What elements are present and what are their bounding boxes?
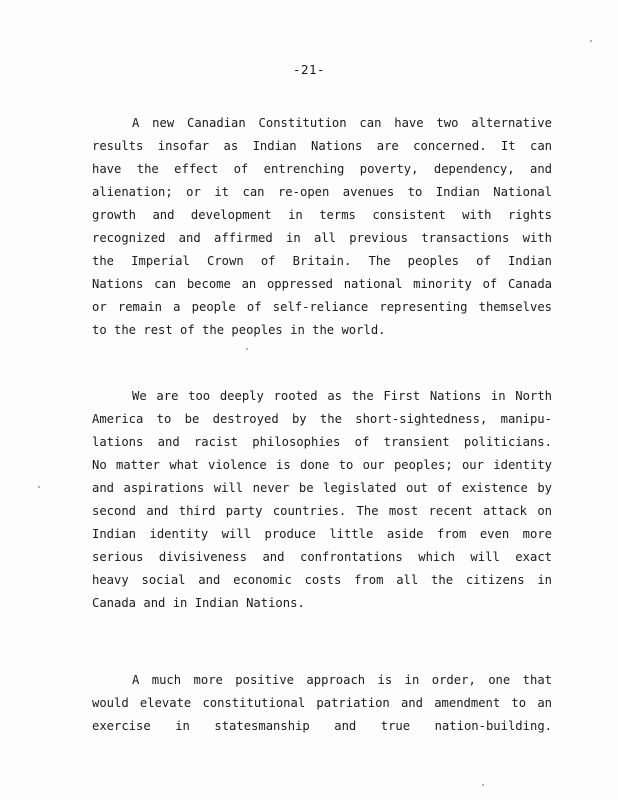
text-line: to the rest of the peoples in the world.: [92, 323, 386, 337]
text-line: No matter what violence is done to our peoples; our identity: [92, 458, 552, 472]
text-line: A new Canadian Constitution can have two alternative: [132, 116, 552, 130]
scan-speck: [38, 486, 40, 488]
scan-speck: [246, 348, 248, 350]
text-line: Indian identity will produce little aside from even more: [92, 527, 552, 541]
text-line: America to be destroyed by the short-sightedness, manipu-: [92, 412, 552, 426]
text-line: and aspirations will never be legislated out of existence by: [92, 481, 552, 495]
scan-speck: [482, 784, 484, 786]
text-line: alienation; or it can re-open avenues to Indian National: [92, 185, 552, 199]
text-line: or remain a people of self-reliance representing themselves: [92, 300, 552, 314]
paragraph-constitution-results: [92, 112, 552, 342]
page-number: -21-: [292, 62, 326, 77]
text-line: the Imperial Crown of Britain. The peoples of Indian: [92, 254, 552, 268]
text-line: A much more positive approach is in order, one that: [132, 673, 552, 687]
text-line: heavy social and economic costs from all the citizens in: [92, 573, 552, 587]
text-line: Nations can become an oppressed national minority of Canada: [92, 277, 552, 291]
text-line: We are too deeply rooted as the First Nations in North: [132, 389, 552, 403]
text-line: growth and development in terms consistent with rights: [92, 208, 552, 222]
text-line: recognized and affirmed in all previous transactions with: [92, 231, 552, 245]
text-line: would elevate constitutional patriation and amendment to an: [92, 696, 552, 710]
scan-speck: [590, 40, 592, 42]
paragraph-positive-approach: [92, 669, 552, 738]
text-line: have the effect of entrenching poverty, dependency, and: [92, 162, 552, 176]
text-line: serious divisiveness and confrontations which will exact: [92, 550, 552, 564]
text-line: results insofar as Indian Nations are concerned. It can: [92, 139, 552, 153]
paragraph-first-nations: [92, 385, 552, 615]
text-line: lations and racist philosophies of transient politicians.: [92, 435, 552, 449]
text-line: second and third party countries. The most recent attack on: [92, 504, 552, 518]
text-line: exercise in statesmanship and true nation-building.: [92, 719, 552, 733]
text-line: Canada and in Indian Nations.: [92, 596, 305, 610]
